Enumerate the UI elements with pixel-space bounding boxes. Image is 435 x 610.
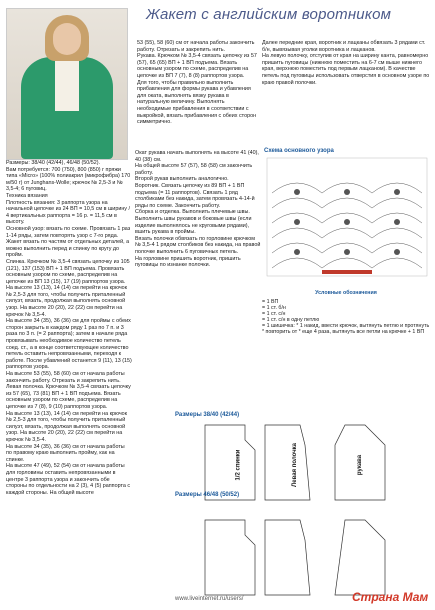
pattern-chart bbox=[264, 148, 430, 280]
schematic-svg bbox=[135, 420, 430, 605]
legend-item: = 1 ст. с/н в одну петлю bbox=[262, 317, 320, 323]
text-column-2b: Окат рукава начать выполнять на высоте 41 (40), 40 (38) см. На общей высоте 57 (57), 58 (58) см закончить работу. Второй рукав выполнить аналогично. Воротник. Связать цепочку из 89 ВП + 1 ВП подъема (= 11 раппортов). Связать 1 ряд столбиками без накида, затем провязать 4-14-й ряды по схеме. Закончить работу. Сборка и отделка. Выполнить плечевые швы. Выполнить швы рукавов и боковые швы (если изделие выполнялось не круговыми рядами), вшить рукава в проймы. Вязать полочки обвязать по горловине крючком № 3,5-4 1 рядом столбиков без накида, на правой полочке выполнить 6 пуговичных петель. На горловине пришить воротник, пришить пуговицы по изнанке полочки. bbox=[135, 150, 261, 269]
text-column-2: 53 (55), 58 (60) см от начала работы закончить работу. Отрезать и закрепить нить. Рукава. Крючком № 3,5-4 связать цепочку из 57 (57), 65 (65) ВП + 1 ВП подъема. Вязать основным узором по схеме, распределив на цепочке из ВП 7 (7), 8 (8) раппортов узора. Для того, чтобы правильно выполнить прибавления для формы рукава и убавления для оката, выполнять вязку рукава в натуральную величину. Выполнять необходимые прибавления в соответствии с выкройкой, вязать прибавления с обеих сторон симметрично. bbox=[137, 40, 257, 126]
page-title: Жакет с английским воротником bbox=[146, 6, 392, 23]
legend-item: = 1 ВП bbox=[262, 299, 279, 305]
site-logo: Страна Мам bbox=[352, 590, 429, 604]
model-photo bbox=[6, 8, 128, 160]
footer-url: www.liveinternet.ru/users/ bbox=[175, 596, 244, 602]
text-column-3: Далее передние края, воротник и лацканы обвязать 3 рядами ст. б/н, вывязывая уголки воротника и лацканов. На левую полочку, отступив от края на ширину канта, равномерно пришить пуговицы (нижнюю поместить на 6-7 см выше нижнего края, верхнюю поместить под первым лацканом). В качестве петель под пуговицы использовать отверстия в основном узоре по краю правой полочки. bbox=[262, 40, 430, 86]
chart-title: Схема основного узора bbox=[264, 148, 334, 154]
pattern-schematics bbox=[135, 412, 430, 602]
legend-item: = 1 ст. с/н bbox=[262, 311, 286, 317]
sleeve-label: рукава bbox=[357, 454, 364, 476]
legend bbox=[262, 290, 430, 370]
legend-item: = 1 ст. б/н bbox=[262, 305, 286, 311]
text-column-1: Размеры: 38/40 (42/44), 46/48 (50/52). Вам потребуется: 700 (750), 800 (850) г пряжи типа «Micro» (100% полиакрил (микрофибра) 170 м/50 г) от Junghans-Wolle; крючок № 2,5-3 и № 3,5-4; 6 пуговиц. Техника вязания Плотность вязания: 3 раппорта узора на начальной цепочке из 24 ВП = 10,5 см в ширину / 4 вертикальных раппорта = 16 р. = 11,5 см в высоту. Основной узор: вязать по схеме. Провязать 1 раз 1-14 ряды, затем повторять узор с 7-го ряда. Жакет вязать по частям от отдельных деталей, а можно выполнить перед и спинку по кругу до пройм. Спинка. Крючком № 3,5-4 связать цепочку из 105 (121), 137 (153) ВП + 1 ВП подъема. Провязать основным узором по схеме, распределив на цепочке из ВП 13 (15), 17 (19) раппортов узора. На высоте 13 (13), 14 (14) см перейти на крючок № 2,5-3 для того, чтобы получить приталенный силуэт, вязать, продолжая выполнять основной узор. На высоте 20 (20), 22 (22) см перейти на крючок № 3,5-4. На высоте 34 (35), 36 (36) см для проймы с обеих сторон закрыть в каждом ряду 1 раз по 7 п. и 3 раза по 3 п. (= 2 раппорта); затем в начале ряда провязывать необходимое количество петель соед. ст., а в конце соответствующее количество петель оставить непровязанными, переходя к работе. После убавлений останется 9 (11), 13 (15) раппортов узора. На высоте 53 (55), 58 (60) см от начала работы закончить работу. Отрезать и закрепить нить. Левая полочка. Крючком № 3,5-4 связать цепочку из 57 (65), 73 (81) ВП + 1 ВП подъема. Вязать основным узором по схеме, распределив на цепочке из 7 (8), 9 (10) раппортов узора. На высоте 13 (13), 14 (14) см перейти на крючок № 2,5-3 для того, чтобы получить приталенный силуэт, вязать, продолжая выполнять основной узор. На высоте 20 (20), 22 (22) см перейти на крючок № 3,5-4. На высоте 34 (35), 36 (36) см от начала работы по правому краю выполнить пройму, как на спинке. На высоте 47 (49), 52 (54) см от начала работы для горловины оставить непровязанными в центре 3 раппорта узора и закончить обе стороны по отдельности на 2 (3), 4 (5) раппорта с каждой стороны. На общей высоте bbox=[6, 160, 132, 496]
stitch-chart-svg bbox=[267, 158, 427, 276]
size-label-2: Размеры 46/48 (50/52) bbox=[175, 492, 240, 498]
back-label: 1/2 спинки bbox=[235, 449, 242, 481]
size-label-1: Размеры 38/40 (42/44) bbox=[175, 412, 240, 418]
legend-title: Условные обозначения bbox=[315, 290, 377, 296]
front-label: Левая полочка bbox=[291, 443, 298, 487]
legend-item: = 1 шишечка: * 1 накид, ввести крючок, вытянуть петлю и протянуть * повторить от * еще 4 раза, вытянуть все петли на крючке + 1 ВП bbox=[262, 323, 430, 335]
